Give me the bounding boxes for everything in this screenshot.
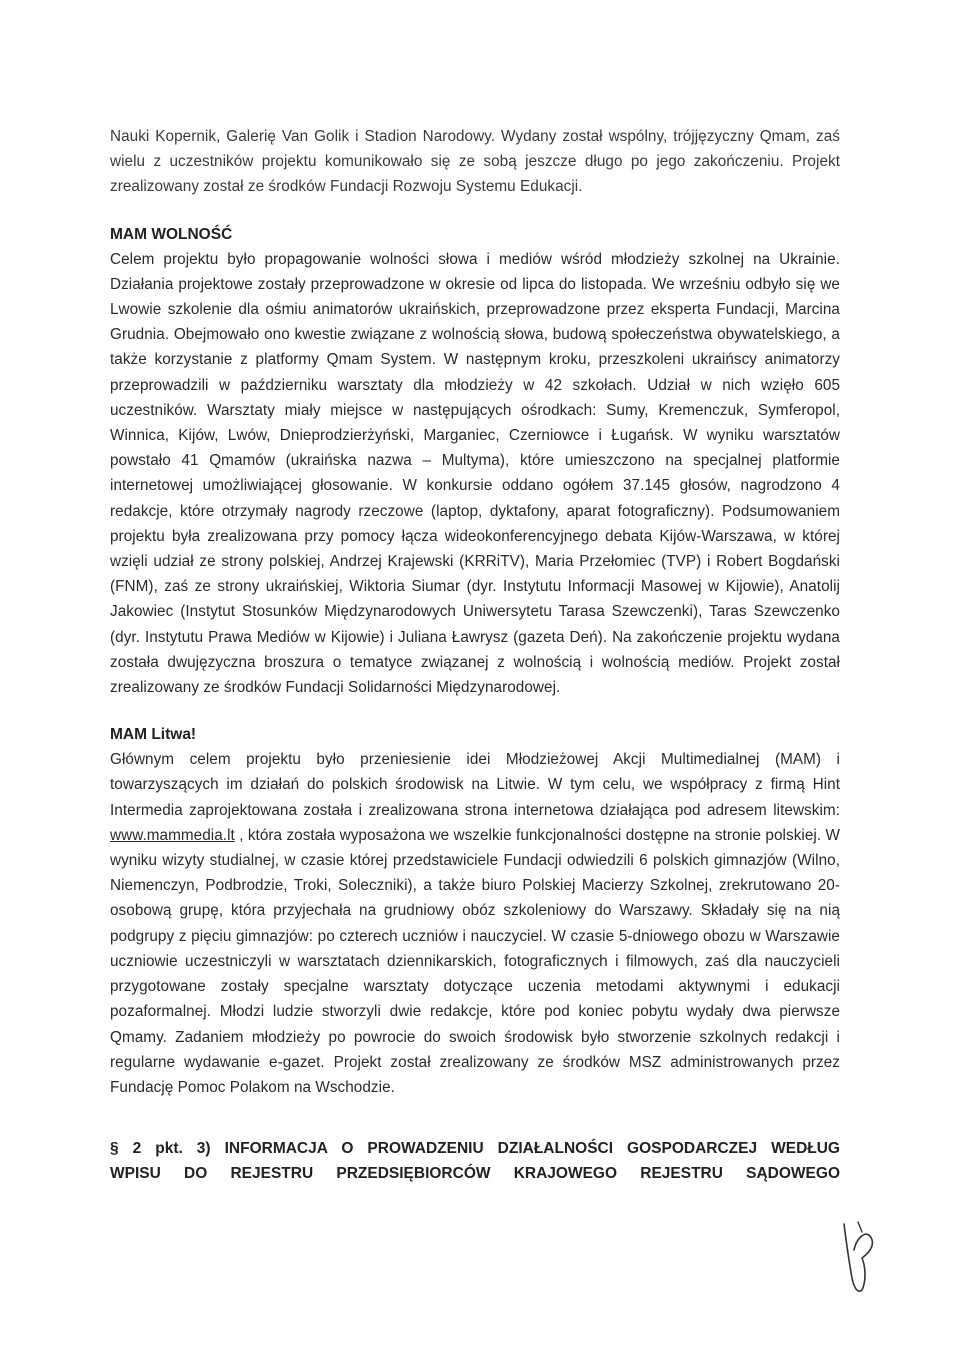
section-heading-mam-litwa: MAM Litwa! — [110, 726, 197, 744]
section-paragraph-mam-litwa — [110, 747, 840, 1100]
section-paragraph-mam-wolnosc: Celem projektu było propagowanie wolności słowa i mediów wśród młodzieży szkolnej na Ukrainie. Działania projektowe zostały przeprowadzone w okresie od lipca do listopada. We wrześniu odbyło się we Lwowie szkolenie dla ośmiu animatorów ukraińskich, przeprowadzone przez eksperta Fundacji, Marcina Grudnia. Obejmowało ono kwestie związane z wolnością słowa, budową społeczeństwa obywatelskiego, a także korzystanie z platformy Qmam System. W następnym kroku, przeszkoleni ukraińscy animatorzy przeprowadzili w październiku warsztaty dla młodzieży w 42 szkołach. Udział w nich wzięło 605 uczestników. Warsztaty miały miejsce w następujących ośrodkach: Sumy, Kremenczuk, Symferopol, Winnica, Kijów, Lwów, Dnieprodzierżyński, Marganiec, Czerniowce i Ługańsk. W wyniku warsztatów powstało 41 Qmamów (ukraińska nazwa – Multyma), które umieszczono na specjalnej platformie internetowej umożliwiającej głosowanie. W konkursie oddano ogółem 37.145 głosów, nagrodzono 4 redakcje, które otrzymały nagrody rzeczowe (laptop, dyktafony, aparat fotograficzny). Podsumowaniem projektu była zrealizowana przy pomocy łącza wideokonferencyjnego debata Kijów-Warszawa, w której wzięli udział ze strony polskiej, Andrzej Krajewski (KRRiTV), Maria Przełomiec (TVP) i Robert Bogdański (FNM), zaś ze strony ukraińskiej, Wiktoria Siumar (dyr. Instytutu Informacji Masowej w Kijowie), Anatolij Jakowiec (Instytut Stosunków Międzynarodowych Uniwersytetu Tarasa Szewczenki), Taras Szewczenko (dyr. Instytutu Prawa Mediów w Kijowie) i Juliana Ławrysz (gazeta Deń). Na zakończenie projektu wydana została dwujęzyczna broszura o tematyce związanej z wolnością i wolnością mediów. Projekt został zrealizowany ze środków Fundacji Solidarności Międzynarodowej. — [110, 250, 840, 697]
mammedia-link[interactable]: www.mammedia.lt — [110, 826, 235, 844]
handwritten-signature — [836, 1218, 880, 1298]
info-title-line-2: WPISU DO REJESTRU PRZEDSIĘBIORCÓW KRAJOWEGO REJESTRU SĄDOWEGO — [110, 1165, 840, 1183]
litwa-text-before-link: Głównym celem projektu było przeniesienie idei Młodzieżowej Akcji Multimedialnej (MAM) i towarzyszących im działań do polskich środowisk na Litwie. W tym celu, we współpracy z firmą Hint Intermedia zaprojektowana została i zrealizowana strona internetowa działająca pod adresem litewskim: — [110, 751, 840, 819]
section-heading-info — [110, 1136, 840, 1186]
section-heading-mam-wolnosc: MAM WOLNOŚĆ — [110, 225, 233, 243]
info-title-line-1: § 2 pkt. 3) INFORMACJA O PROWADZENIU DZIAŁALNOŚCI GOSPODARCZEJ WEDŁUG — [110, 1140, 840, 1158]
intro-paragraph: Nauki Kopernik, Galerię Van Golik i Stadion Narodowy. Wydany został wspólny, trójjęzyczny Qmam, zaś wielu z uczestników projektu komunikowało się ze sobą jeszcze długo po jego zakończeniu. Projekt zrealizowany został ze środków Fundacji Rozwoju Systemu Edukacji. — [110, 128, 840, 196]
document-page — [110, 124, 840, 1186]
litwa-text-after-link: , która została wyposażona we wszelkie funkcjonalności dostępne na stronie polskiej. W wyniku wizyty studialnej, w czasie której przedstawiciele Fundacji odwiedzili 6 polskich gimnazjów (Wilno, Niemenczyn, Podbrodzie, Troki, Soleczniki), a także biuro Polskiej Macierzy Szkolnej, zrekrutowano 20-osobową grupę, która przyjechała na grudniowy obóz szkoleniowy do Warszawy. Składały się na nią podgrupy z pięciu gimnazjów: po czterech uczniów i nauczyciel. W czasie 5-dniowego obozu w Warszawie uczniowie uczestniczyli w warsztatach dziennikarskich, fotograficznych i filmowych, zaś dla nauczycieli przygotowane zostały specjalne warsztaty dotyczące uczenia metodami aktywnymi i edukacji pozaformalnej. Młodzi ludzie stworzyli dwie redakcje, które pod koniec pobytu wydały dwa pierwsze Qmamy. Zadaniem młodzieży po powrocie do swoich środowisk było stworzenie szkolnych redakcji i regularne wydawanie e-gazet. Projekt został zrealizowany ze środków MSZ administrowanych przez Fundację Pomoc Polakom na Wschodzie. — [110, 826, 840, 1096]
